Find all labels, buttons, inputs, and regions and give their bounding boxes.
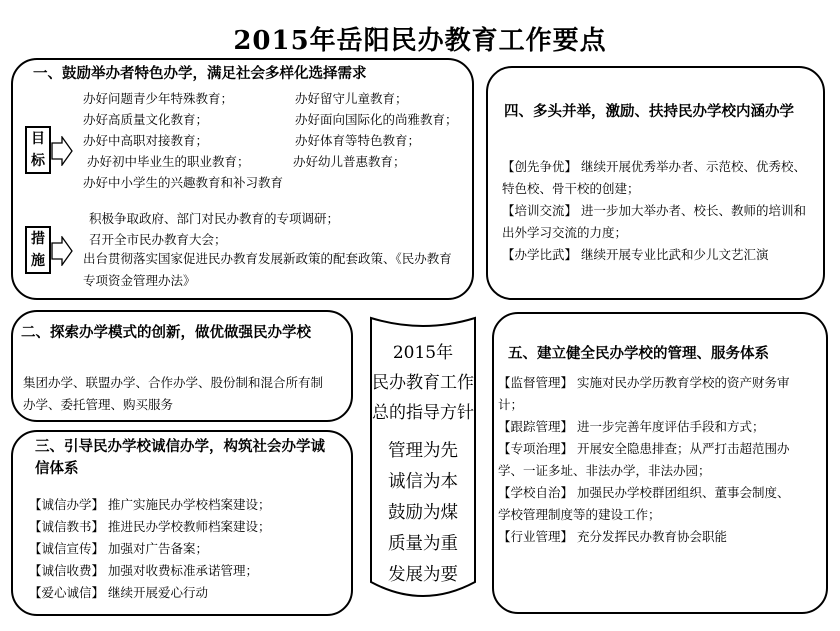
section-1-box — [11, 58, 474, 300]
measure-arrow-icon — [51, 236, 73, 266]
motto-line: 鼓励为煤 — [388, 503, 458, 523]
section-5-paragraph: 【专项治理】 开展安全隐患排查；从严打击超范围办学、一证多址、非法办学，非法办园； — [498, 441, 790, 478]
center-line: 民办教育工作 — [372, 373, 474, 393]
goal-label: 目标 — [25, 126, 51, 174]
section-2-heading: 二、探索办学模式的创新，做优做强民办学校 — [21, 324, 311, 341]
section-5-paragraph: 【跟踪管理】 进一步完善年度评估手段和方式； — [498, 419, 765, 434]
section-5-box — [492, 312, 828, 614]
goal-arrow-icon — [51, 136, 73, 166]
section-3-item: 【诚信收费】 加强对收费标准承诺管理； — [29, 563, 258, 578]
motto-line: 诚信为本 — [388, 472, 458, 492]
section-3-item: 【诚信宣传】 加强对广告备案； — [29, 541, 208, 556]
goal-item: 办好幼儿普惠教育； — [293, 154, 406, 169]
goal-item: 办好中高职对接教育； — [83, 133, 209, 148]
goal-item: 办好体育等特色教育； — [295, 133, 421, 148]
section-4-paragraph: 【办学比武】 继续开展专业比武和少儿文艺汇演 — [502, 247, 769, 262]
section-1-heading: 一、鼓励举办者特色办学，满足社会多样化选择需求 — [33, 65, 367, 82]
goal-item: 办好初中毕业生的职业教育； — [87, 154, 250, 169]
goal-item: 办好面向国际化的尚雅教育； — [295, 112, 458, 127]
measure-item: 出台贯彻落实国家促进民办教育发展新政策的配套政策、《民办教育专项资金管理办法》 — [83, 251, 452, 288]
section-5-heading: 五、建立健全民办学校的管理、服务体系 — [508, 345, 769, 362]
measure-item: 积极争取政府、部门对民办教育的专项调研； — [89, 211, 340, 226]
section-3-item: 【爱心诚信】 继续开展爱心行动 — [29, 585, 208, 600]
motto-line: 管理为先 — [388, 441, 458, 461]
measure-item: 召开全市民办教育大会； — [89, 232, 227, 247]
goal-item: 办好留守儿童教育； — [295, 91, 408, 106]
section-5-paragraph: 【监督管理】 实施对民办学历教育学校的资产财务审计； — [498, 375, 790, 412]
section-3-heading: 三、引导民办学校诚信办学，构筑社会办学诚信体系 — [35, 438, 325, 477]
section-2-body: 集团办学、联盟办学、合作办学、股份制和混合所有制办学、委托管理、购买服务 — [23, 375, 324, 412]
motto-line: 质量为重 — [388, 534, 458, 554]
motto-line: 发展为要 — [388, 565, 458, 585]
center-line: 总的指导方针 — [372, 403, 474, 423]
center-scroll — [359, 312, 487, 604]
section-2-box — [11, 310, 353, 422]
section-3-item: 【诚信教书】 推进民办学校教师档案建设； — [29, 519, 271, 534]
goal-item: 办好高质量文化教育； — [83, 112, 209, 127]
section-4-paragraph: 【培训交流】 进一步加大举办者、校长、教师的培训和出外学习交流的力度； — [502, 203, 806, 240]
section-4-heading: 四、多头并举，激励、扶持民办学校内涵办学 — [504, 103, 794, 120]
goal-item: 办好问题青少年特殊教育； — [83, 91, 234, 106]
measure-label: 措施 — [25, 226, 51, 274]
section-3-box — [11, 430, 353, 616]
section-5-paragraph: 【行业管理】 充分发挥民办教育协会职能 — [498, 529, 727, 544]
page-title: 2015年岳阳民办教育工作要点 — [233, 26, 607, 56]
section-4-paragraph: 【创先争优】 继续开展优秀举办者、示范校、优秀校、特色校、骨干校的创建； — [502, 159, 806, 196]
section-3-item: 【诚信办学】 推广实施民办学校档案建设； — [29, 497, 271, 512]
center-line: 2015年 — [392, 343, 454, 363]
goal-item: 办好中小学生的兴趣教育和补习教育 — [83, 175, 284, 190]
section-4-box — [486, 66, 825, 300]
section-5-paragraph: 【学校自治】 加强民办学校群团组织、董事会制度、学校管理制度等的建设工作； — [498, 485, 790, 522]
